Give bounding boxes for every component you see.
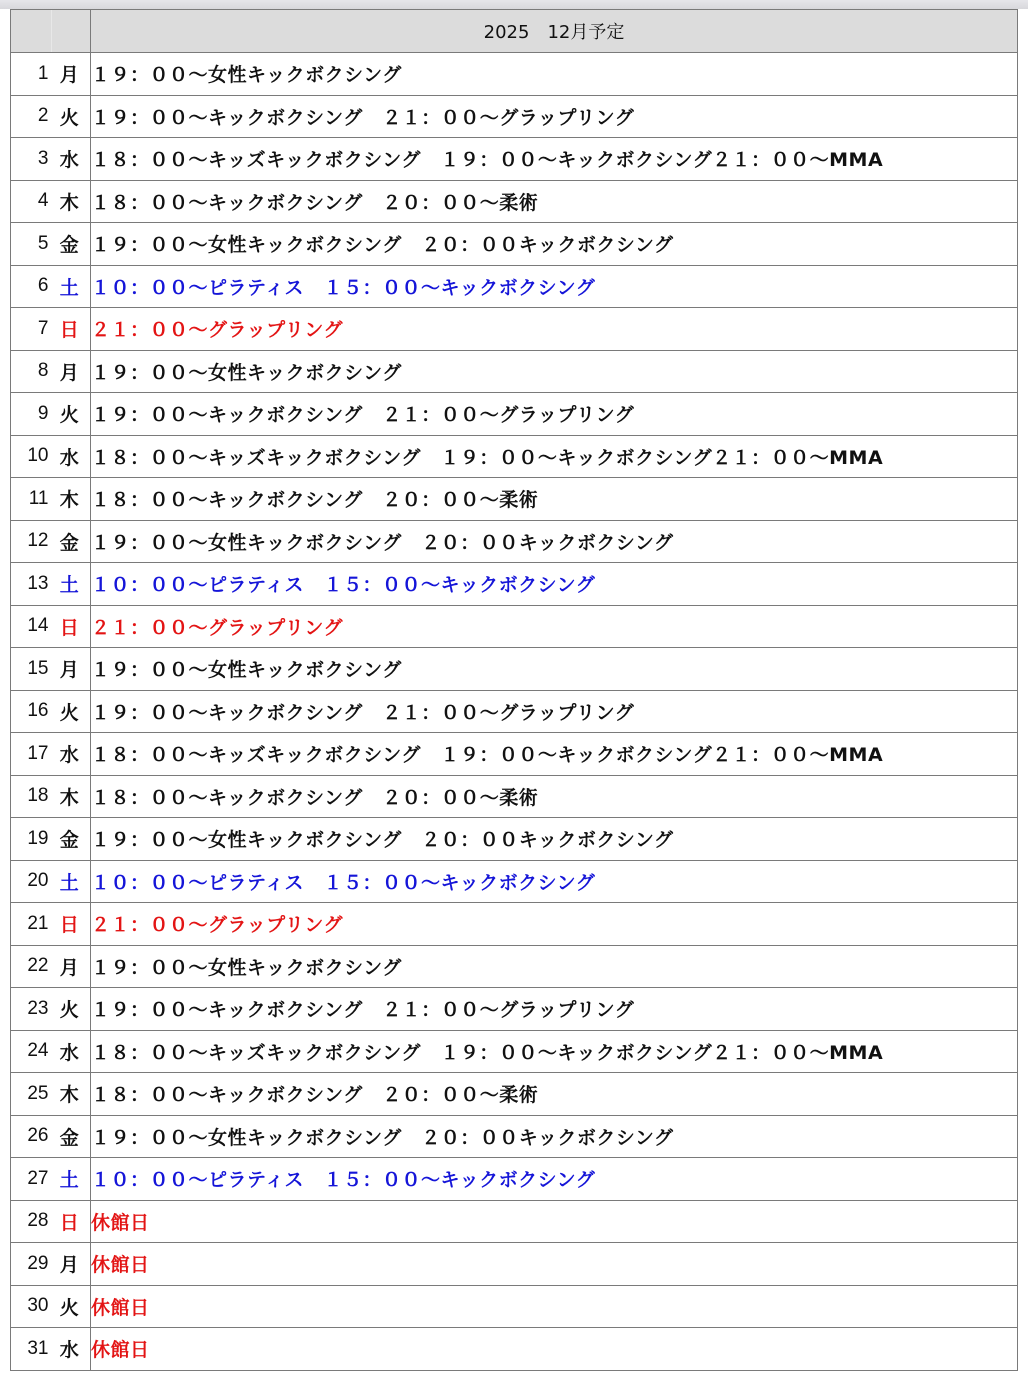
day-number: 21: [11, 903, 49, 946]
class-schedule: １８：００〜キッズキックボクシング １９：００〜キックボクシング２１：００〜MMA: [91, 138, 1018, 181]
weekday: 水: [49, 138, 91, 181]
schedule-row: [11, 1285, 1018, 1328]
day-number: 25: [11, 1073, 49, 1116]
schedule-row: [11, 1030, 1018, 1073]
class-schedule: ２１：００〜グラップリング: [91, 605, 1018, 648]
class-schedule: １８：００〜キッズキックボクシング １９：００〜キックボクシング２１：００〜MMA: [91, 1030, 1018, 1073]
day-number: 9: [11, 393, 49, 436]
schedule-row: [11, 945, 1018, 988]
day-number: 31: [11, 1328, 49, 1371]
weekday: 火: [49, 1285, 91, 1328]
day-number: 6: [11, 265, 49, 308]
schedule-row: [11, 265, 1018, 308]
day-number: 20: [11, 860, 49, 903]
day-number: 27: [11, 1158, 49, 1201]
weekday: 日: [49, 605, 91, 648]
weekday: 木: [49, 775, 91, 818]
day-number: 18: [11, 775, 49, 818]
schedule-row: [11, 350, 1018, 393]
day-number: 3: [11, 138, 49, 181]
schedule-row: [11, 690, 1018, 733]
class-schedule: 休館日: [91, 1285, 1018, 1328]
class-schedule: １９：００〜女性キックボクシング ２０：００キックボクシング: [91, 520, 1018, 563]
day-number: 22: [11, 945, 49, 988]
schedule-row: [11, 733, 1018, 776]
weekday: 日: [49, 1200, 91, 1243]
weekday: 土: [49, 860, 91, 903]
day-number: 16: [11, 690, 49, 733]
day-number: 30: [11, 1285, 49, 1328]
day-number: 23: [11, 988, 49, 1031]
class-schedule: １９：００〜キックボクシング ２１：００〜グラップリング: [91, 988, 1018, 1031]
schedule-row: [11, 648, 1018, 691]
weekday: 日: [49, 903, 91, 946]
weekday: 水: [49, 435, 91, 478]
class-schedule: １９：００〜女性キックボクシング: [91, 945, 1018, 988]
day-number: 24: [11, 1030, 49, 1073]
class-schedule: １８：００〜キッズキックボクシング １９：００〜キックボクシング２１：００〜MMA: [91, 435, 1018, 478]
weekday: 土: [49, 265, 91, 308]
day-number: 10: [11, 435, 49, 478]
weekday: 金: [49, 1115, 91, 1158]
class-schedule: １９：００〜女性キックボクシング ２０：００キックボクシング: [91, 1115, 1018, 1158]
class-schedule: １８：００〜キックボクシング ２０：００〜柔術: [91, 775, 1018, 818]
schedule-row: [11, 1158, 1018, 1201]
class-schedule: １９：００〜キックボクシング ２１：００〜グラップリング: [91, 690, 1018, 733]
schedule-row: [11, 1073, 1018, 1116]
schedule-row: [11, 860, 1018, 903]
schedule-row: [11, 1243, 1018, 1286]
day-number: 12: [11, 520, 49, 563]
class-schedule: １９：００〜女性キックボクシング: [91, 53, 1018, 96]
schedule-row: [11, 1328, 1018, 1371]
day-number: 8: [11, 350, 49, 393]
class-schedule: 休館日: [91, 1200, 1018, 1243]
schedule-row: [11, 95, 1018, 138]
day-number: 5: [11, 223, 49, 266]
weekday: 土: [49, 1158, 91, 1201]
class-schedule: １８：００〜キックボクシング ２０：００〜柔術: [91, 180, 1018, 223]
header-row: [11, 10, 1018, 53]
class-schedule: １０：００〜ピラティス １５：００〜キックボクシング: [91, 563, 1018, 606]
schedule-row: [11, 1200, 1018, 1243]
day-number: 4: [11, 180, 49, 223]
weekday: 金: [49, 223, 91, 266]
day-number: 29: [11, 1243, 49, 1286]
day-number: 14: [11, 605, 49, 648]
schedule-row: [11, 520, 1018, 563]
schedule-row: [11, 988, 1018, 1031]
day-number: 7: [11, 308, 49, 351]
weekday: 月: [49, 1243, 91, 1286]
weekday: 水: [49, 1030, 91, 1073]
header-blank-cell: [11, 10, 91, 53]
weekday: 金: [49, 818, 91, 861]
schedule-row: [11, 138, 1018, 181]
schedule-row: [11, 393, 1018, 436]
weekday: 木: [49, 180, 91, 223]
top-bar: [0, 0, 1028, 9]
weekday: 月: [49, 945, 91, 988]
schedule-row: [11, 903, 1018, 946]
schedule-row: [11, 180, 1018, 223]
day-number: 15: [11, 648, 49, 691]
schedule-table: [10, 9, 1018, 1371]
schedule-row: [11, 53, 1018, 96]
weekday: 日: [49, 308, 91, 351]
day-number: 19: [11, 818, 49, 861]
schedule-row: [11, 308, 1018, 351]
schedule-row: [11, 1115, 1018, 1158]
schedule-row: [11, 478, 1018, 521]
schedule-row: [11, 605, 1018, 648]
weekday: 土: [49, 563, 91, 606]
weekday: 月: [49, 350, 91, 393]
weekday: 火: [49, 95, 91, 138]
class-schedule: ２１：００〜グラップリング: [91, 903, 1018, 946]
weekday: 水: [49, 733, 91, 776]
class-schedule: １９：００〜女性キックボクシング: [91, 350, 1018, 393]
weekday: 水: [49, 1328, 91, 1371]
class-schedule: １８：００〜キックボクシング ２０：００〜柔術: [91, 1073, 1018, 1116]
class-schedule: １９：００〜キックボクシング ２１：００〜グラップリング: [91, 95, 1018, 138]
weekday: 火: [49, 690, 91, 733]
class-schedule: １８：００〜キックボクシング ２０：００〜柔術: [91, 478, 1018, 521]
class-schedule: １９：００〜女性キックボクシング ２０：００キックボクシング: [91, 223, 1018, 266]
day-number: 26: [11, 1115, 49, 1158]
schedule-row: [11, 563, 1018, 606]
weekday: 月: [49, 648, 91, 691]
weekday: 月: [49, 53, 91, 96]
schedule-title: 2025 12月予定: [91, 10, 1018, 53]
weekday: 火: [49, 393, 91, 436]
class-schedule: １９：００〜女性キックボクシング ２０：００キックボクシング: [91, 818, 1018, 861]
weekday: 木: [49, 478, 91, 521]
schedule-row: [11, 435, 1018, 478]
weekday: 火: [49, 988, 91, 1031]
day-number: 1: [11, 53, 49, 96]
class-schedule: ２１：００〜グラップリング: [91, 308, 1018, 351]
class-schedule: １８：００〜キッズキックボクシング １９：００〜キックボクシング２１：００〜MMA: [91, 733, 1018, 776]
class-schedule: １０：００〜ピラティス １５：００〜キックボクシング: [91, 860, 1018, 903]
class-schedule: １９：００〜女性キックボクシング: [91, 648, 1018, 691]
schedule-row: [11, 818, 1018, 861]
weekday: 木: [49, 1073, 91, 1116]
class-schedule: 休館日: [91, 1243, 1018, 1286]
day-number: 2: [11, 95, 49, 138]
class-schedule: １０：００〜ピラティス １５：００〜キックボクシング: [91, 1158, 1018, 1201]
class-schedule: １０：００〜ピラティス １５：００〜キックボクシング: [91, 265, 1018, 308]
day-number: 17: [11, 733, 49, 776]
schedule-row: [11, 223, 1018, 266]
day-number: 11: [11, 478, 49, 521]
weekday: 金: [49, 520, 91, 563]
day-number: 28: [11, 1200, 49, 1243]
day-number: 13: [11, 563, 49, 606]
class-schedule: １９：００〜キックボクシング ２１：００〜グラップリング: [91, 393, 1018, 436]
schedule-row: [11, 775, 1018, 818]
class-schedule: 休館日: [91, 1328, 1018, 1371]
